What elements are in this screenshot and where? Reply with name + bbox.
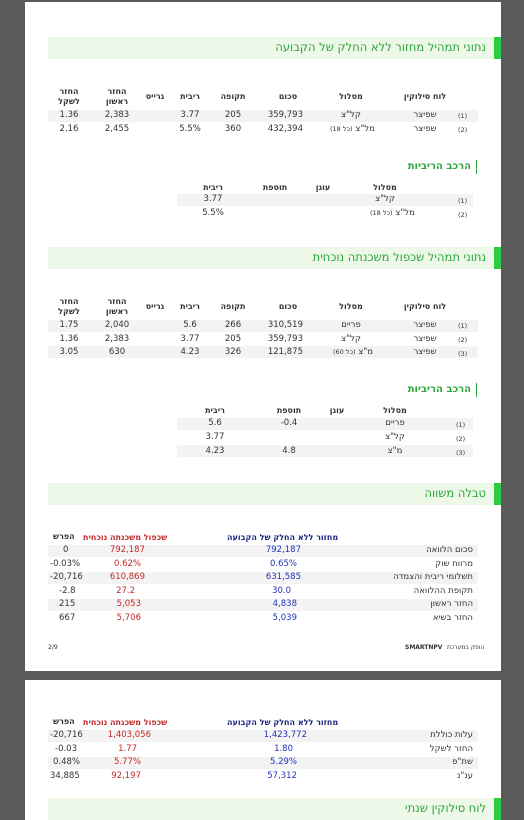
row-label: עלות כוללת [430,730,473,740]
col-header-amount: סכום [278,302,298,311]
row-index: (1) [458,197,468,205]
cell-track: (כל 18) מל"צ [330,124,375,134]
row-index: (2) [458,336,468,344]
issued-label: הופק במערכת [447,644,485,651]
cell-first: 2,383 [104,110,130,120]
row-label: החזר בשיא [432,613,473,623]
row-label: החזר ראשון [430,599,473,609]
col-header-track: מסלול [339,302,363,311]
col-header-current-mix: שכפול משכנתה נוכחית [83,718,168,727]
cell-track: פריים [341,320,361,330]
cell-current: 5,706 [116,613,141,623]
col-header-track: מסלול [383,406,407,415]
cell-track: מ"צ [387,446,403,456]
row-index: (2) [458,211,468,219]
cell-track: קל"צ [341,334,361,344]
cell-period: 360 [224,124,242,134]
col-header-grace: גרייס [145,302,165,311]
cell-rate: 3.77 [203,194,223,204]
cell-first: 630 [108,347,126,357]
section-title: נתוני תמהיל מחזור ללא החלק של הקבועה [275,40,486,54]
col-header-ratio: החזר לשקל [58,87,80,106]
row-index: (1) [458,112,468,120]
row-label: תקופת ההלוואה [413,586,473,596]
col-header-board: לוח סילוקין [403,92,447,101]
cell-amount: 310,519 [267,320,303,330]
cell-amount: 359,793 [267,334,303,344]
cell-board: שפיצר [413,110,437,120]
brand-name: SMARTNPV [405,644,443,651]
row-index: (2) [458,126,468,134]
col-header-rate: ריבית [203,183,223,192]
cell-current: 610,869 [109,572,145,582]
col-header-diff: הפרש [53,532,75,541]
row-label: סכום הלוואה [426,545,473,555]
cell-rate: 5.5% [179,124,201,134]
cell-current: 27.2 [116,586,135,596]
col-header-rate: ריבית [180,92,200,101]
cell-amount: 432,394 [267,124,303,134]
cell-current: 5,053 [116,599,141,609]
section-title: טבלה משווה [424,486,486,500]
cell-margin: -0.4 [280,418,298,428]
row-index: (2) [456,435,466,443]
col-header-anchor: עוגן [315,183,331,192]
cell-diff: -0.03 [55,744,77,754]
cell-new: 1,423,772 [263,730,307,740]
cell-track: (כל 18) מל"צ [370,208,415,218]
row-label: החזר לשקל [429,744,473,754]
cell-ratio: 3.05 [59,347,79,357]
page-number: 2/9 [48,644,58,651]
cell-rate: 3.77 [180,334,200,344]
section-title: נתוני תמהיל שכפול משכנתה נוכחית [312,250,486,264]
cell-current: 5.77% [113,757,141,767]
col-header-amount: סכום [278,92,298,101]
cell-rate: 4.23 [180,347,200,357]
row-index: (3) [456,449,466,457]
cell-track: קל"צ [385,432,405,442]
subsection-title: הרכב הריביות [408,160,477,174]
cell-amount: 359,793 [267,110,303,120]
row-index: (1) [458,322,468,330]
cell-diff: -2.8 [59,586,76,596]
cell-diff: 667 [59,613,76,623]
cell-current: 92,197 [111,771,141,781]
cell-current: 1,403,056 [107,730,151,740]
cell-board: שפיצר [413,334,437,344]
col-header-period: תקופה [220,92,246,101]
cell-current: 792,187 [109,545,145,555]
cell-new: 5,039 [272,613,297,623]
cell-ratio: 1.36 [59,334,79,344]
col-header-board: לוח סילוקין [403,302,447,311]
cell-track: קל"צ [341,110,361,120]
cell-rate: 5.6 [183,320,197,330]
col-header-margin: תוספת [262,183,288,192]
report-page-3 [25,680,501,820]
cell-new: 1.80 [274,744,293,754]
cell-margin: 4.8 [282,446,296,456]
cell-current: 1.77 [118,744,137,754]
cell-new: 631,585 [265,572,301,582]
cell-period: 205 [224,110,242,120]
cell-period: 326 [224,347,242,357]
col-header-rate: ריבית [180,302,200,311]
cell-amount: 121,875 [267,347,303,357]
col-header-new-mix: מחזור ללא החלק של הקבועה [227,533,339,542]
report-page-2 [25,2,501,671]
section-accent-bar [494,483,501,505]
col-header-current-mix: שכפול משכנתה נוכחית [83,533,168,542]
row-index: (3) [458,350,468,358]
section-title: לוח סילוקין שנתי [405,801,486,815]
cell-diff: 215 [59,599,76,609]
cell-track: פריים [385,418,405,428]
section-accent-bar [494,798,501,820]
cell-new: 792,187 [265,545,301,555]
cell-first: 2,383 [104,334,130,344]
cell-period: 266 [224,320,242,330]
cell-first: 2,455 [104,124,130,134]
subsection-title: הרכב הריביות [408,383,477,397]
col-header-new-mix: מחזור ללא החלק של הקבועה [227,718,339,727]
section-header-schedule [48,798,501,820]
cell-diff: -20,716 [50,572,83,582]
section-accent-bar [494,37,501,59]
col-header-grace: גרייס [145,92,165,101]
section-header-comparison [48,483,501,505]
col-header-margin: תוספת [276,406,302,415]
col-header-track: מסלול [373,183,397,192]
cell-track: (כל 60) מ"צ [333,347,374,357]
row-label: ענ"נ [456,771,473,781]
section-accent-bar [494,247,501,269]
col-header-anchor: עוגן [329,406,345,415]
cell-board: שפיצר [413,347,437,357]
cell-first: 2,040 [104,320,130,330]
cell-period: 205 [224,334,242,344]
col-header-period: תקופה [220,302,246,311]
col-header-track: מסלול [339,92,363,101]
cell-track: קל"צ [375,194,395,204]
cell-new: 30.0 [272,586,291,596]
section-header-current-mix [48,247,501,269]
col-header-diff: הפרש [53,717,75,726]
cell-ratio: 2.16 [59,124,79,134]
section-header-new-mix [48,37,501,59]
cell-rate: 4.23 [205,446,225,456]
cell-diff: -0.03% [50,559,81,569]
row-index: (1) [456,421,466,429]
cell-diff: 0 [63,545,69,555]
row-label: מרווח שוק [435,559,473,569]
col-header-first: החזר ראשון [105,87,129,106]
cell-new: 57,312 [267,771,297,781]
cell-new: 4,838 [272,599,297,609]
cell-board: שפיצר [413,320,437,330]
cell-rate: 5.5% [202,208,224,218]
cell-ratio: 1.75 [59,320,79,330]
row-label: תשלומי ריבית והצמדה [393,572,473,582]
cell-board: שפיצר [413,124,437,134]
cell-new: 0.65% [269,559,297,569]
cell-current: 0.62% [113,559,141,569]
cell-rate: 3.77 [180,110,200,120]
cell-rate: 3.77 [205,432,225,442]
col-header-ratio: החזר לשקל [58,297,80,316]
cell-diff: 0.48% [53,757,81,767]
col-header-first: החזר ראשון [105,297,129,316]
cell-new: 5.29% [269,757,297,767]
cell-diff: -20,716 [50,730,83,740]
row-label: שת"פ [452,757,473,767]
cell-ratio: 1.36 [59,110,79,120]
cell-diff: 34,885 [50,771,80,781]
cell-rate: 5.6 [208,418,222,428]
col-header-rate: ריבית [205,406,225,415]
